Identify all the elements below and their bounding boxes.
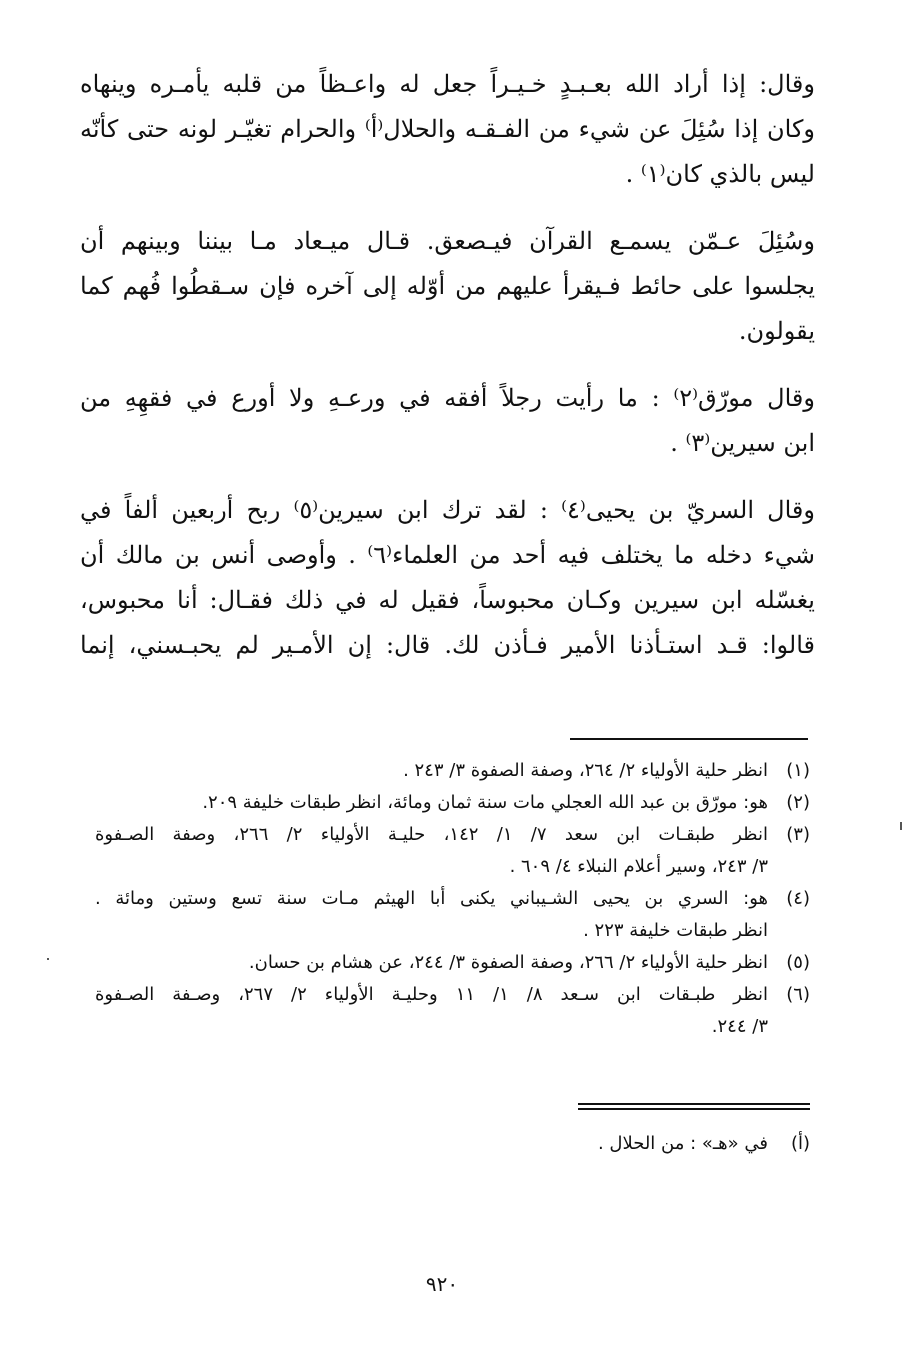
- footnote-line: ٣/ ٢٤٤.: [711, 1016, 768, 1037]
- text-line: وقال السريّ بن يحيى⁽٤⁾ : لقد ترك ابن سيرين⁽٥⁾ ربح أربعين ألفاً في: [80, 496, 815, 524]
- text-line: يغسّله ابن سيرين وكـان محبوساً، فقيل له في ذلك فقـال: أنا محبوس،: [80, 586, 815, 614]
- footnotes: [95, 755, 810, 1043]
- text-line: يجلسوا على حائط فـيقرأ عليهم من أوّله إلى آخره فإن سـقطُوا فُهم كما: [80, 272, 815, 300]
- footnote-line: انظر حلية الأولياء ٢/ ٢٦٤، وصفة الصفوة ٣/ ٢٤٣ .: [403, 760, 768, 781]
- text-line: شيء دخله ما يختلف فيه أحد من العلماء⁽٦⁾ . وأوصى أنس بن مالك أن: [80, 541, 815, 569]
- paragraph: [80, 376, 815, 466]
- variant-notes-separator: [578, 1103, 810, 1110]
- footnote: [95, 755, 810, 787]
- footnote-number: (٢): [786, 792, 810, 813]
- footnote: [95, 883, 810, 947]
- variant-note-text: في «هـ» : من الحلال .: [597, 1133, 768, 1154]
- footnote-line: انظر طبـقات ابن سـعد ٨/ ١/ ١١ وحليـة الأولياء ٢/ ٢٦٧، وصـفة الصـفوة: [95, 984, 768, 1005]
- text-line: وكان إذا سُئِلَ عن شيء من الفـقـه والحلال⁽أ⁾ والحرام تغيّـر لونه حتى كأنّه: [80, 115, 815, 143]
- paragraph: [80, 219, 815, 354]
- footnote-separator: [570, 738, 808, 740]
- footnote-line: هو: السري بن يحيى الشـيباني يكنى أبا الهيثم مـات سنة تسع وستين ومائة .: [95, 888, 768, 909]
- footnote: [95, 947, 810, 979]
- scan-speck: [47, 958, 49, 960]
- footnote-number: (٤): [786, 888, 810, 909]
- footnote-line: هو: مورّق بن عبد الله العجلي مات سنة ثمان ومائة، انظر طبقات خليفة ٢٠٩.: [202, 792, 768, 813]
- main-text: [80, 62, 815, 690]
- text-line: ابن سيرين⁽٣⁾ .: [670, 429, 815, 457]
- page-number: ٩٢٠: [425, 1272, 459, 1296]
- paragraph: [80, 62, 815, 197]
- text-line: وسُئِلَ عـمّن يسمـع القرآن فيـصعق. قـال ميـعاد مـا بيننا وبينهم أن: [80, 227, 815, 255]
- footnote: [95, 979, 810, 1043]
- footnote-number: (١): [786, 760, 810, 781]
- footnote-number: (٣): [786, 824, 810, 845]
- footnote: [95, 819, 810, 883]
- variant-note-letter: (أ): [790, 1133, 810, 1154]
- footnote-line: انظر طبقـات ابن سعد ٧/ ١/ ١٤٢، حليـة الأولياء ٢/ ٢٦٦، وصفة الصـفوة: [95, 824, 768, 845]
- variant-note: [400, 1128, 810, 1160]
- paragraph: [80, 488, 815, 668]
- footnote-number: (٦): [786, 984, 810, 1005]
- text-line: قالوا: قـد استـأذنا الأمير فـأذن لك. قال: إن الأمـير لم يحبـسني، إنما: [80, 631, 815, 659]
- footnote: [95, 787, 810, 819]
- text-line: وقال: إذا أراد الله بعـبـدٍ خـيـراً جعل له واعـظاً من قلبه يأمـره وينهاه: [80, 70, 815, 98]
- footnote-line: انظر طبقات خليفة ٢٢٣ .: [583, 920, 768, 941]
- footnote-number: (٥): [786, 952, 810, 973]
- scan-speck: [900, 822, 902, 830]
- footnote-line: انظر حلية الأولياء ٢/ ٢٦٦، وصفة الصفوة ٣/ ٢٤٤، عن هشام بن حسان.: [248, 952, 768, 973]
- text-line: وقال مورّق⁽٢⁾ : ما رأيت رجلاً أفقه في ورعـهِ ولا أورع في فقهِهِ من: [80, 384, 815, 412]
- footnote-line: ٣/ ٢٤٣، وسير أعلام النبلاء ٤/ ٦٠٩ .: [509, 856, 768, 877]
- text-line: يقولون.: [738, 317, 815, 345]
- text-line: ليس بالذي كان⁽١⁾ .: [625, 160, 815, 188]
